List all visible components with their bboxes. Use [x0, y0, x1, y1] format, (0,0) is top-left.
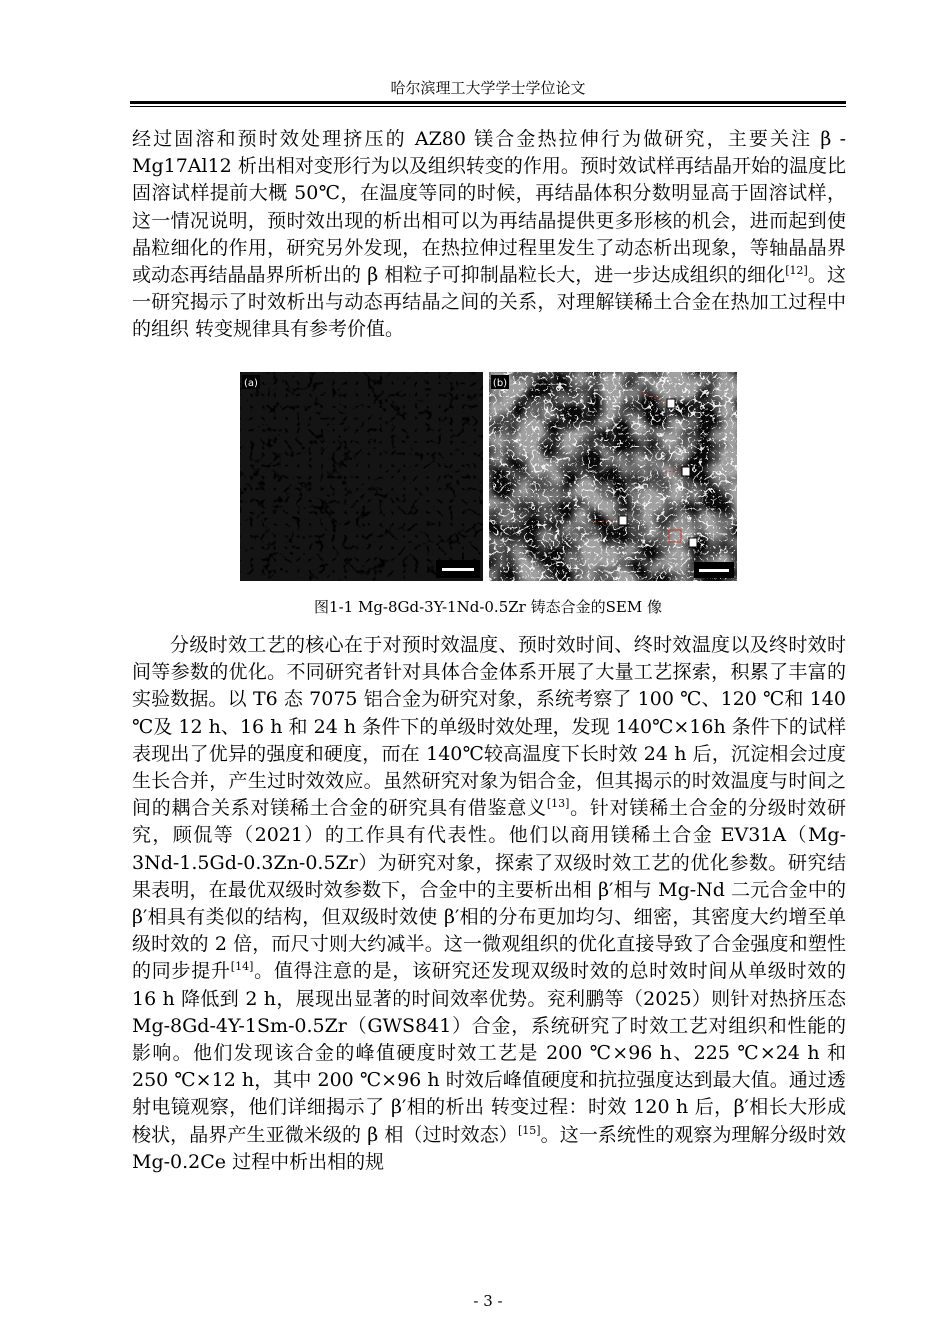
paragraph-1-tail: 。这一研究揭示了时效析出与动态再结晶之间的关系，对理解镁稀土合金在热加工过程中的组织 转变规律具有参考价值。 — [132, 264, 846, 341]
paragraph-1-text: 经过固溶和预时效处理挤压的 AZ80 镁合金热拉伸行为做研究，主要关注 β - Mg17Al12 析出相对变形行为以及组织转变的作用。预时效试样再结晶开始的温度比固溶试样提前大概 50℃，在温度等同的时候，再结晶体积分数明显高于固溶试样，这一情况说明，预时效出现的析出相可以为再结晶提供更多形核的机会，进而起到使晶粒细化的作用，研究另外发现，在热拉伸过程里发生了动态析出现象，等轴晶晶界或动态再结晶晶界所析出的 β 相粒子可抑制晶粒长大，进一步达成组织的细化 — [132, 128, 846, 287]
figure-caption: 图1-1 Mg-8Gd-3Y-1Nd-0.5Zr 铸态合金的SEM 像 — [314, 598, 662, 616]
marker-box — [619, 516, 627, 525]
scale-bar-b — [699, 569, 729, 572]
paragraph-2-text-3: 。值得注意的是，该研究还发现双级时效的总时效时间从单级时效的 16 h 降低到 2 h，展现出显著的时间效率优势。兖利鹏等（2025）则针对热挤压态 Mg-8Gd-4Y-1Sm-0.5Zr（GWS841）合金，系统研究了时效工艺对组织和性能的影响。他们发现该合金的峰值硬度时效工艺是 200 ℃×96 h、225 ℃×24 h 和 250 ℃×12 h，其中 200 ℃×96 h 时效后峰值硬度和抗拉强度达到最大值。通过透射电镜观察，他们详细揭示了 β′相的析出 转变过程：时效 120 h 后，β′相长大形成梭状，晶界产生亚微米级的 β 相（过时效态） — [132, 960, 846, 1146]
marker-box — [667, 399, 675, 408]
paragraph-2-text-2: 。针对镁稀土合金的分级时效研究，顾侃等（2021）的工作具有代表性。他们以商用镁稀土合金 EV31A（Mg-3Nd-1.5Gd-0.3Zn-0.5Zr）为研究对象，探索了双级时效工艺的优化参数。研究结果表明，在最优双级时效参数下，合金中的主要析出相 β′相与 Mg-Nd 二元合金中的 β′相具有类似的结构，但双级时效使 β′相的分布更加均匀、细密，其密度大约增至单级时效的 2 倍，而尺寸则大约减半。这一微观组织的优化直接导致了合金强度和塑性的同步提升 — [132, 797, 846, 983]
header-rule-thick — [130, 101, 846, 104]
citation-12[interactable]: [12] — [785, 264, 808, 278]
sem-label-b: (b) — [492, 378, 508, 389]
citation-14[interactable]: [14] — [230, 960, 254, 974]
header-rule-thin — [130, 106, 846, 107]
citation-13[interactable]: [13] — [546, 797, 570, 811]
paragraph-1 — [132, 126, 846, 344]
marker-box — [682, 467, 690, 476]
paragraph-2-text-4: 。这一系统性的观察为理解分级时效 Mg-0.2Ce 过程中析出相的规 — [132, 1123, 846, 1173]
paragraph-2 — [132, 632, 846, 1176]
citation-15[interactable]: [15] — [517, 1123, 541, 1137]
paragraph-2-text-1: 分级时效工艺的核心在于对预时效温度、预时效时间、终时效温度以及终时效时间等参数的优化。不同研究者针对具体合金体系开展了大量工艺探索，积累了丰富的实验数据。以 T6 态 7075 铝合金为研究对象，系统考察了 100 ℃、120 ℃和 140 ℃及 12 h、16 h 和 24 h 条件下的单级时效处理，发现 140℃×16h 条件下的试样表现出了优异的强度和硬度，而在 140℃较高温度下长时效 24 h 后，沉淀相会过度生长合并，产生过时效效应。虽然研究对象为铝合金，但其揭示的时效温度与时间之间的耦合关系对镁稀土合金的研究具有借鉴意义 — [132, 634, 846, 820]
scale-bar-a — [442, 568, 474, 571]
sem-label-a: (a) — [244, 378, 258, 389]
marker-box — [689, 538, 697, 547]
page-number: - 3 - — [473, 1292, 503, 1310]
sem-image-b — [489, 372, 737, 581]
running-header: 哈尔滨理工大学学士学位论文 — [390, 79, 586, 97]
sem-image-a — [240, 372, 483, 581]
